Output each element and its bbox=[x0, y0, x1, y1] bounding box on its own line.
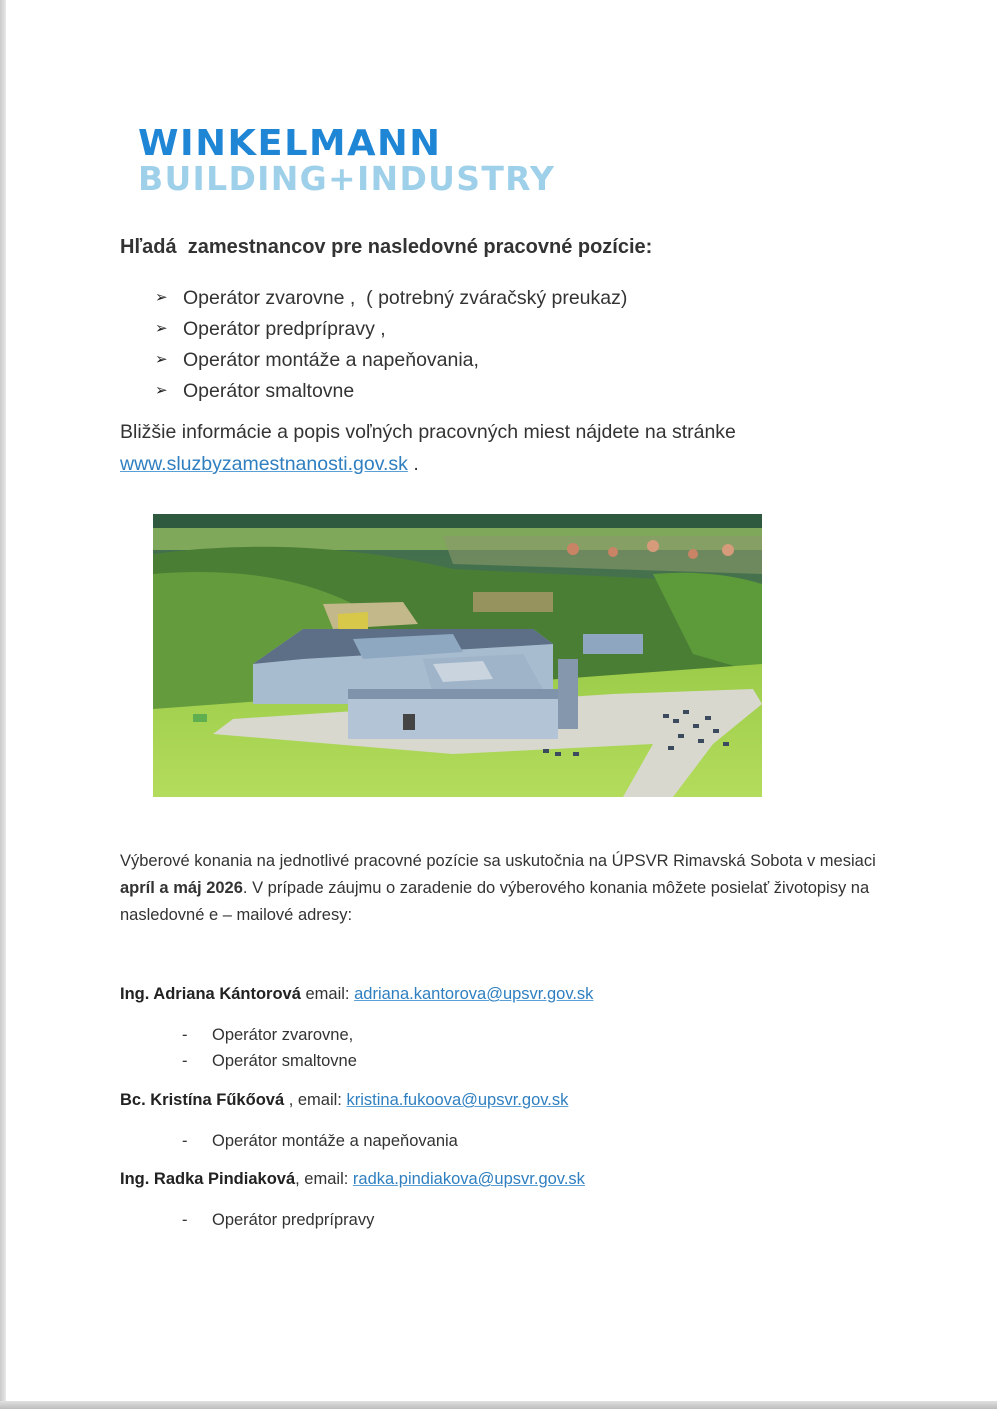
contact-position-item bbox=[182, 1128, 458, 1154]
position-label: Operátor montáže a napeňovania, bbox=[183, 348, 479, 371]
position-label: Operátor smaltovne bbox=[183, 379, 355, 402]
info-paragraph bbox=[120, 416, 860, 480]
logo-line-1: WINKELMANN bbox=[138, 123, 442, 164]
selection-paragraph bbox=[120, 848, 880, 929]
position-item bbox=[155, 282, 627, 313]
headline: Hľadá zamestnancov pre nasledovné pracovné pozície: bbox=[120, 236, 653, 258]
contact-email-label: , email: bbox=[284, 1091, 347, 1109]
arrow-bullet-icon: ➢ bbox=[155, 350, 168, 368]
arrow-bullet-icon: ➢ bbox=[155, 288, 168, 306]
contact-position-label: Operátor smaltovne bbox=[212, 1052, 357, 1070]
contact-email-label: , email: bbox=[295, 1170, 353, 1188]
info-text: Bližšie informácie a popis voľných pracovných miest nájdete na stránke bbox=[120, 421, 736, 443]
logo-line-2: BUILDING+INDUSTRY bbox=[138, 159, 556, 198]
contact-position-label: Operátor predprípravy bbox=[212, 1211, 375, 1229]
scan-left-edge bbox=[0, 0, 6, 1409]
contact-position-label: Operátor zvarovne, bbox=[212, 1026, 354, 1044]
dash-bullet: - bbox=[182, 1052, 188, 1070]
contact-3 bbox=[120, 1170, 585, 1189]
positions-list bbox=[155, 282, 627, 406]
position-label: Operátor zvarovne , ( potrebný zváračský preukaz) bbox=[183, 286, 628, 309]
website-link[interactable]: www.sluzbyzamestnanosti.gov.sk bbox=[120, 453, 408, 475]
contact-email-link[interactable]: radka.pindiakova@upsvr.gov.sk bbox=[352, 1170, 585, 1188]
contact-1-positions bbox=[182, 1022, 357, 1074]
contact-position-item bbox=[182, 1048, 357, 1074]
contact-email-link[interactable]: kristina.fukoova@upsvr.gov.sk bbox=[346, 1091, 569, 1109]
arrow-bullet-icon: ➢ bbox=[155, 381, 168, 399]
dash-bullet: - bbox=[182, 1026, 188, 1044]
position-item bbox=[155, 344, 627, 375]
selection-text-2: . V prípade záujmu o zaradenie do výberového konania môžete posielať životopisy na nasledovné e – mailové adresy: bbox=[120, 879, 870, 924]
contact-name: Ing. Radka Pindiaková bbox=[120, 1170, 296, 1188]
contact-1 bbox=[120, 985, 593, 1004]
contact-3-positions bbox=[182, 1207, 374, 1233]
contact-position-item bbox=[182, 1022, 357, 1048]
aerial-factory-photo bbox=[153, 514, 762, 797]
dash-bullet: - bbox=[182, 1211, 188, 1229]
dash-bullet: - bbox=[182, 1132, 188, 1150]
contact-2-positions bbox=[182, 1128, 458, 1154]
info-after-link: . bbox=[407, 453, 419, 475]
arrow-bullet-icon: ➢ bbox=[155, 319, 168, 337]
position-label: Operátor predprípravy , bbox=[183, 317, 386, 340]
contact-email-label: email: bbox=[300, 985, 355, 1003]
contact-position-label: Operátor montáže a napeňovania bbox=[212, 1132, 458, 1150]
selection-dates: apríl a máj 2026 bbox=[120, 879, 243, 897]
selection-text-1: Výberové konania na jednotlivé pracovné pozície sa uskutočnia na ÚPSVR Rimavská Sobota v mesiaci bbox=[120, 852, 876, 870]
scan-bottom-edge bbox=[0, 1401, 997, 1409]
contact-2 bbox=[120, 1091, 568, 1110]
contact-name: Bc. Kristína Fűkőová bbox=[120, 1091, 285, 1109]
contact-name: Ing. Adriana Kántorová bbox=[120, 985, 301, 1003]
position-item bbox=[155, 375, 627, 406]
position-item bbox=[155, 313, 627, 344]
contact-position-item bbox=[182, 1207, 374, 1233]
contact-email-link[interactable]: adriana.kantorova@upsvr.gov.sk bbox=[354, 985, 594, 1003]
company-logo bbox=[138, 123, 556, 198]
